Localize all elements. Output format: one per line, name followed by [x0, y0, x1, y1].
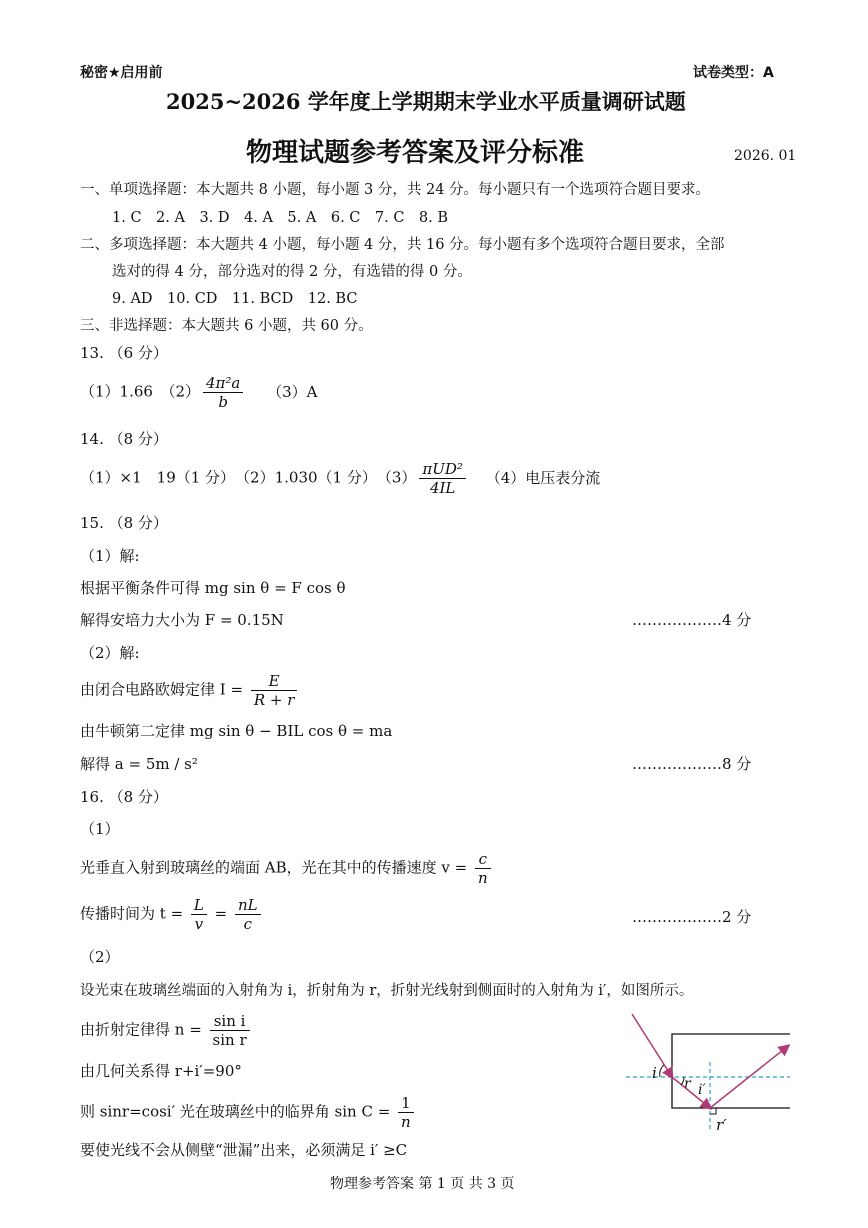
q16-score1: ………………2 分 [632, 908, 752, 926]
section1-answers: 1. C 2. A 3. D 4. A 5. A 6. C 7. C 8. B [112, 210, 449, 226]
q15-title: 15. （8 分） [80, 514, 168, 532]
q16-l6-den: n [401, 1113, 411, 1131]
glass-rod [672, 1034, 790, 1108]
doc-title: 物理试题参考答案及评分标准 [246, 138, 585, 168]
q15-line1: 根据平衡条件可得 mg sin θ = F cos θ [80, 579, 346, 597]
q16-l2-den2: c [243, 915, 252, 933]
q14-answer-line [80, 460, 600, 497]
q13-title: 13. （6 分） [80, 344, 168, 362]
q16-l4-num: sin i [210, 1012, 250, 1031]
q13-frac-num: 4π²a [203, 374, 243, 393]
q16-line5: 由几何关系得 r+i′=90° [80, 1062, 242, 1080]
q16-line2-frac2 [235, 896, 261, 933]
angle-arc-i [660, 1065, 664, 1077]
label-i: i [652, 1064, 657, 1082]
q16-line2-frac1 [191, 896, 207, 933]
q16-line4-text: 由折射定律得 n = [80, 1020, 207, 1039]
page-footer: 物理参考答案 第 1 页 共 3 页 [330, 1176, 515, 1192]
q16-l6-num: 1 [398, 1094, 414, 1113]
q13-part1: （1）1.66 （2） [80, 382, 200, 401]
paper-type: 试卷类型：A [693, 65, 774, 81]
q16-sub2: （2） [80, 948, 120, 966]
q15-line3-fraction [251, 672, 298, 709]
q16-l4-den: sin r [212, 1031, 247, 1049]
q13-answer-line [80, 374, 318, 411]
q16-l2-num2: nL [235, 896, 261, 915]
doc-date: 2026. 01 [734, 148, 797, 164]
section2-heading-line2: 选对的得 4 分，部分选对的得 2 分，有选错的得 0 分。 [112, 264, 472, 280]
q16-line6-fraction [398, 1094, 414, 1131]
section2-heading-line1: 二、多项选择题：本大题共 4 小题，每小题 4 分，共 16 分。每小题有多个选项符合题目要求，全部 [80, 237, 725, 253]
q16-line4 [80, 1012, 253, 1049]
q16-title: 16. （8 分） [80, 788, 168, 806]
q15-score1: ………………4 分 [632, 611, 752, 629]
q16-l2-den1: v [194, 915, 204, 933]
q16-l1-num: c [475, 850, 491, 869]
q15-frac-den: R + r [253, 691, 295, 709]
q16-line1 [80, 850, 494, 887]
q14-fraction [419, 460, 466, 497]
right-angle-mark [710, 1108, 716, 1114]
q16-line6-text: 则 sinr=cosi′ 光在玻璃丝中的临界角 sin C = [80, 1102, 396, 1121]
q15-sub1: （1）解: [80, 547, 140, 565]
q14-frac-num: πUD² [419, 460, 466, 479]
q16-line1-fraction [475, 850, 491, 887]
q15-line5: 解得 a = 5m / s² [80, 755, 198, 773]
q16-l1-den: n [477, 869, 488, 887]
label-r-prime: r′ [716, 1116, 727, 1134]
q13-fraction [203, 374, 243, 411]
q16-sub1: （1） [80, 820, 120, 838]
q14-part1: （1）×1 19（1 分） （2）1.030（1 分） （3） [80, 468, 417, 487]
q13-frac-den: b [218, 393, 228, 411]
label-r: r [684, 1076, 691, 1092]
q16-line4-fraction [210, 1012, 250, 1049]
q15-line3 [80, 672, 300, 709]
q15-score2: ………………8 分 [632, 755, 752, 773]
q16-line2 [80, 896, 264, 933]
q14-part4: （4）电压表分流 [485, 468, 601, 487]
q16-line1-text: 光垂直入射到玻璃丝的端面 AB，光在其中的传播速度 v = [80, 858, 472, 877]
q14-title: 14. （8 分） [80, 430, 168, 448]
q16-line2-eq: = [209, 904, 232, 923]
q15-sub2: （2）解: [80, 644, 140, 662]
q13-part3: （3）A [267, 382, 318, 401]
q14-frac-den: 4IL [429, 479, 456, 497]
q15-line2: 解得安培力大小为 F = 0.15N [80, 611, 284, 629]
q16-line3: 设光束在玻璃丝端面的入射角为 i，折射角为 r，折射光线射到侧面时的入射角为 i′，如图所示。 [80, 983, 694, 999]
q16-line6 [80, 1094, 417, 1131]
label-i-prime: i′ [698, 1082, 706, 1098]
secret-label: 秘密★启用前 [80, 65, 163, 81]
section2-answers: 9. AD 10. CD 11. BCD 12. BC [112, 291, 358, 307]
q15-frac-num: E [251, 672, 298, 691]
q16-line2-text: 传播时间为 t = [80, 904, 188, 923]
optics-figure [618, 1010, 793, 1135]
section3-heading: 三、非选择题：本大题共 6 小题，共 60 分。 [80, 318, 373, 334]
exam-title: 2025~2026 学年度上学期期末学业水平质量调研试题 [166, 89, 686, 114]
q15-line4: 由牛顿第二定律 mg sin θ − BIL cos θ = ma [80, 722, 393, 740]
q16-l2-num1: L [191, 896, 207, 915]
q16-line7: 要使光线不会从侧壁“泄漏”出来，必须满足 i′ ≥C [80, 1141, 408, 1159]
q15-line3-text: 由闭合电路欧姆定律 I = [80, 680, 248, 699]
section1-heading: 一、单项选择题：本大题共 8 小题，每小题 3 分，共 24 分。每小题只有一个选项符合题目要求。 [80, 182, 711, 198]
